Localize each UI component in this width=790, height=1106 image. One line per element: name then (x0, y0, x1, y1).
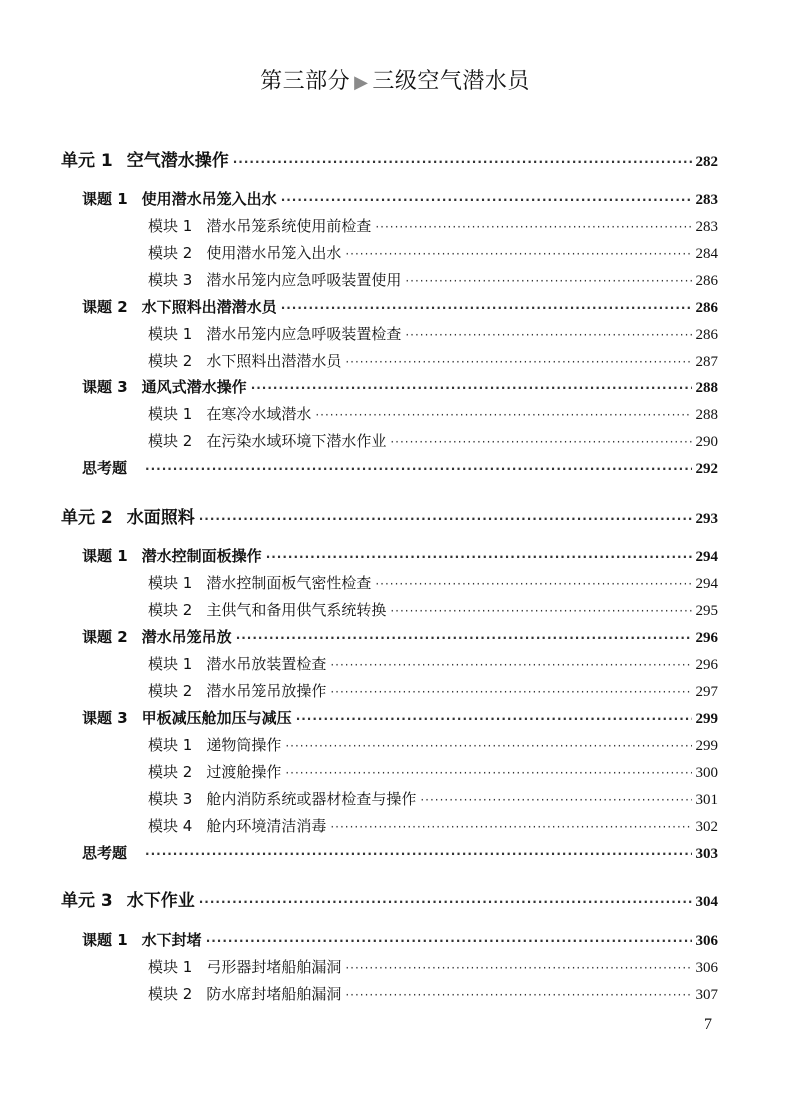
toc-entry-module[interactable] (148, 788, 718, 809)
entry-title: 潜水吊笼系统使用前检查 (206, 217, 372, 235)
entry-page: 284 (695, 246, 718, 262)
entry-number: 单元 3 (61, 891, 113, 911)
toc-entry-module[interactable] (148, 983, 718, 1004)
entry-number: 模块 1 (148, 655, 193, 673)
toc-entry-module[interactable] (148, 815, 718, 836)
entry-page: 292 (695, 461, 718, 477)
entry-number: 模块 3 (148, 790, 193, 808)
entry-page: 299 (695, 738, 718, 754)
toc-entry-unit[interactable] (61, 146, 718, 171)
toc-entry-module[interactable] (148, 403, 718, 424)
entry-page: 306 (695, 933, 718, 949)
entry-number: 模块 2 (148, 763, 193, 781)
entry-title: 潜水吊笼吊放操作 (206, 682, 327, 700)
leader-dots (375, 220, 691, 234)
entry-title: 水下照料出潜潜水员 (206, 352, 342, 370)
arrow-icon: ▶ (354, 72, 369, 93)
entry-page: 282 (695, 154, 718, 170)
entry-number: 模块 1 (148, 405, 193, 423)
entry-title: 甲板减压舱加压与减压 (141, 709, 292, 727)
entry-number: 模块 3 (148, 271, 193, 289)
entry-page: 307 (695, 987, 718, 1003)
leader-dots (199, 895, 692, 909)
entry-number: 课题 1 (82, 547, 128, 565)
leader-dots (345, 988, 691, 1002)
toc-entry-module[interactable] (148, 734, 718, 755)
entry-page: 304 (695, 894, 718, 910)
toc-entry-module[interactable] (148, 215, 718, 236)
entry-number: 单元 1 (61, 151, 113, 171)
entry-number: 模块 1 (148, 574, 193, 592)
toc-entry-module[interactable] (148, 269, 718, 290)
entry-page: 301 (695, 792, 718, 808)
leader-dots (285, 739, 691, 753)
toc-entry-topic[interactable] (82, 296, 718, 317)
entry-title: 舱内环境清洁消毒 (206, 817, 327, 835)
leader-dots (405, 274, 691, 288)
entry-number: 课题 3 (82, 709, 128, 727)
entry-page: 288 (695, 407, 718, 423)
entry-number: 模块 2 (148, 985, 193, 1003)
toc-entry-topic[interactable] (82, 376, 718, 397)
entry-page: 286 (695, 273, 718, 289)
leader-dots (296, 712, 692, 726)
entry-title: 在污染水域环境下潜水作业 (206, 432, 387, 450)
entry-title: 在寒冷水域潜水 (206, 405, 312, 423)
leader-dots (345, 247, 691, 261)
toc-entry-module[interactable] (148, 956, 718, 977)
entry-page: 294 (695, 576, 718, 592)
entry-number: 模块 2 (148, 244, 193, 262)
leader-dots (330, 658, 691, 672)
toc-entry-module[interactable] (148, 430, 718, 451)
entry-page: 286 (695, 300, 718, 316)
toc-entry-topic[interactable] (82, 626, 718, 647)
toc-entry-topic[interactable] (82, 842, 718, 863)
entry-page: 293 (695, 511, 718, 527)
entry-page: 283 (695, 192, 718, 208)
entry-page: 283 (695, 219, 718, 235)
entry-number: 模块 2 (148, 601, 193, 619)
leader-dots (145, 847, 691, 861)
toc-entry-module[interactable] (148, 323, 718, 344)
leader-dots (145, 462, 691, 476)
entry-page: 303 (695, 846, 718, 862)
leader-dots (236, 631, 692, 645)
part-title: 三级空气潜水员 (372, 69, 530, 94)
page-number: 7 (704, 1016, 712, 1033)
toc-entry-module[interactable] (148, 350, 718, 371)
entry-title: 舱内消防系统或器材检查与操作 (206, 790, 417, 808)
entry-number: 课题 1 (82, 931, 128, 949)
leader-dots (345, 961, 691, 975)
entry-page: 306 (695, 960, 718, 976)
entry-page: 286 (695, 327, 718, 343)
toc-entry-topic[interactable] (82, 929, 718, 950)
entry-page: 294 (695, 549, 718, 565)
entry-number: 模块 1 (148, 217, 193, 235)
entry-number: 课题 1 (82, 190, 128, 208)
entry-number: 课题 3 (82, 378, 128, 396)
toc-entry-topic[interactable] (82, 707, 718, 728)
leader-dots (285, 766, 691, 780)
entry-page: 296 (695, 657, 718, 673)
leader-dots (199, 512, 692, 526)
entry-title: 防水席封堵船舶漏洞 (206, 985, 342, 1003)
entry-title: 潜水吊笼吊放 (141, 628, 232, 646)
entry-number: 单元 2 (61, 508, 113, 528)
leader-dots (251, 381, 692, 395)
leader-dots (390, 435, 691, 449)
toc-entry-module[interactable] (148, 242, 718, 263)
entry-page: 299 (695, 711, 718, 727)
toc-entry-module[interactable] (148, 680, 718, 701)
leader-dots (375, 577, 691, 591)
page-title (0, 64, 790, 95)
leader-dots (266, 550, 692, 564)
entry-number: 思考题 (82, 844, 128, 862)
entry-page: 302 (695, 819, 718, 835)
entry-page: 295 (695, 603, 718, 619)
entry-title: 潜水吊放装置检查 (206, 655, 327, 673)
leader-dots (281, 193, 692, 207)
entry-title: 空气潜水操作 (126, 151, 229, 171)
toc-entry-topic[interactable] (82, 545, 718, 566)
leader-dots (405, 328, 691, 342)
entry-title: 水面照料 (126, 508, 195, 528)
part-label: 第三部分 (260, 69, 351, 94)
toc-entry-unit[interactable] (61, 503, 718, 528)
toc-entry-module[interactable] (148, 653, 718, 674)
entry-title: 主供气和备用供气系统转换 (206, 601, 387, 619)
entry-title: 递物筒操作 (206, 736, 282, 754)
leader-dots (345, 355, 691, 369)
toc-entry-unit[interactable] (61, 886, 718, 911)
toc-entry-module[interactable] (148, 761, 718, 782)
leader-dots (206, 934, 692, 948)
leader-dots (315, 408, 691, 422)
leader-dots (420, 793, 691, 807)
leader-dots (330, 685, 691, 699)
entry-title: 水下封堵 (141, 931, 202, 949)
entry-title: 使用潜水吊笼入出水 (206, 244, 342, 262)
entry-title: 潜水吊笼内应急呼吸装置使用 (206, 271, 402, 289)
entry-number: 思考题 (82, 459, 128, 477)
toc-entry-module[interactable] (148, 572, 718, 593)
entry-title: 潜水吊笼内应急呼吸装置检查 (206, 325, 402, 343)
entry-title: 弓形器封堵船舶漏洞 (206, 958, 342, 976)
entry-title: 过渡舱操作 (206, 763, 282, 781)
entry-title: 水下作业 (126, 891, 195, 911)
leader-dots (390, 604, 691, 618)
entry-number: 课题 2 (82, 628, 128, 646)
entry-number: 模块 1 (148, 958, 193, 976)
entry-page: 300 (695, 765, 718, 781)
entry-page: 296 (695, 630, 718, 646)
toc-entry-topic[interactable] (82, 188, 718, 209)
entry-number: 模块 2 (148, 352, 193, 370)
entry-page: 287 (695, 354, 718, 370)
leader-dots (281, 301, 692, 315)
leader-dots (233, 155, 692, 169)
entry-number: 模块 1 (148, 325, 193, 343)
entry-page: 290 (695, 434, 718, 450)
entry-title: 水下照料出潜潜水员 (141, 298, 277, 316)
leader-dots (330, 820, 691, 834)
entry-title: 潜水控制面板操作 (141, 547, 262, 565)
entry-title: 潜水控制面板气密性检查 (206, 574, 372, 592)
entry-page: 297 (695, 684, 718, 700)
toc-entry-topic[interactable] (82, 457, 718, 478)
entry-title: 通风式潜水操作 (141, 378, 247, 396)
entry-page: 288 (695, 380, 718, 396)
entry-number: 模块 1 (148, 736, 193, 754)
entry-title: 使用潜水吊笼入出水 (141, 190, 277, 208)
entry-number: 模块 2 (148, 432, 193, 450)
toc-entry-module[interactable] (148, 599, 718, 620)
entry-number: 课题 2 (82, 298, 128, 316)
entry-number: 模块 4 (148, 817, 193, 835)
entry-number: 模块 2 (148, 682, 193, 700)
